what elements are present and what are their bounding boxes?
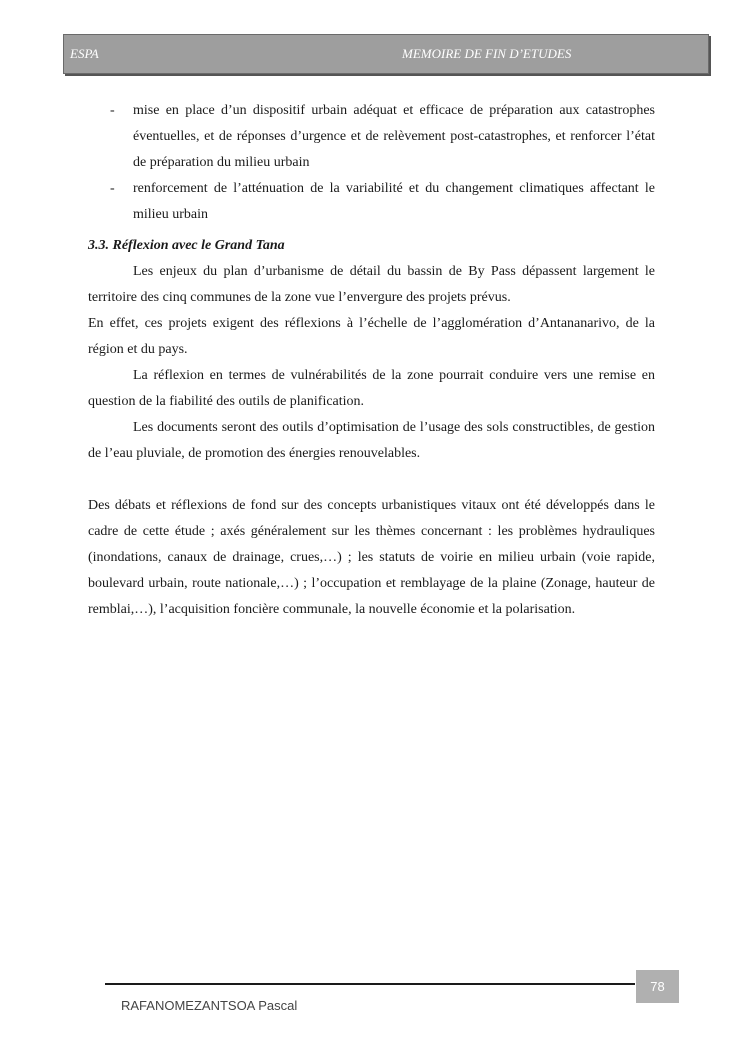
footer-divider (105, 983, 635, 985)
paragraph-spacer (88, 467, 655, 493)
footer-author: RAFANOMEZANTSOA Pascal (121, 998, 298, 1013)
page-header (63, 34, 709, 74)
section-heading: 3.3. Réflexion avec le Grand Tana (88, 238, 285, 253)
list-item (88, 176, 655, 228)
bullet-dash: - (110, 103, 115, 118)
page-number: 78 (636, 970, 679, 1003)
page-body (88, 98, 655, 623)
paragraph: La réflexion en termes de vulnérabilités de la zone pourrait conduire vers une remise en question de la fiabilité des outils de planification. (88, 368, 655, 409)
bullet-text: renforcement de l’atténuation de la variabilité et du changement climatiques affectant le milieu urbain (133, 181, 655, 222)
bullet-dash: - (110, 181, 115, 196)
list-item (88, 98, 655, 176)
bullet-text: mise en place d’un dispositif urbain adéquat et efficace de préparation aux catastrophes éventuelles, et de réponses d’urgence et de relèvement post-catastrophes, et renforcer l’état de préparation du milieu urbain (133, 103, 655, 170)
paragraph: En effet, ces projets exigent des réflexions à l’échelle de l’agglomération d’Antananarivo, de la région et du pays. (88, 316, 655, 357)
header-right-text: MEMOIRE DE FIN D’ETUDES (402, 46, 572, 61)
paragraph: Les documents seront des outils d’optimisation de l’usage des sols constructibles, de gestion de l’eau pluviale, de promotion des énergies renouvelables. (88, 420, 655, 461)
paragraph: Des débats et réflexions de fond sur des concepts urbanistiques vitaux ont été développés dans le cadre de cette étude ; axés généralement sur les thèmes concernant : les problèmes hydrauliques (inondations, canaux de drainage, crues,…) ; les statuts de voirie en milieu urbain (voie rapide, boulevard urbain, route nationale,…) ; l’occupation et remblayage de la plaine (Zonage, hauteur de remblai,…), l’acquisition foncière communale, la nouvelle économie et la polarisation. (88, 498, 655, 617)
bullet-list (88, 98, 655, 228)
paragraph: Les enjeux du plan d’urbanisme de détail du bassin de By Pass dépassent largement le territoire des cinq communes de la zone vue l’envergure des projets prévus. (88, 264, 655, 305)
header-left-text: ESPA (70, 46, 99, 61)
